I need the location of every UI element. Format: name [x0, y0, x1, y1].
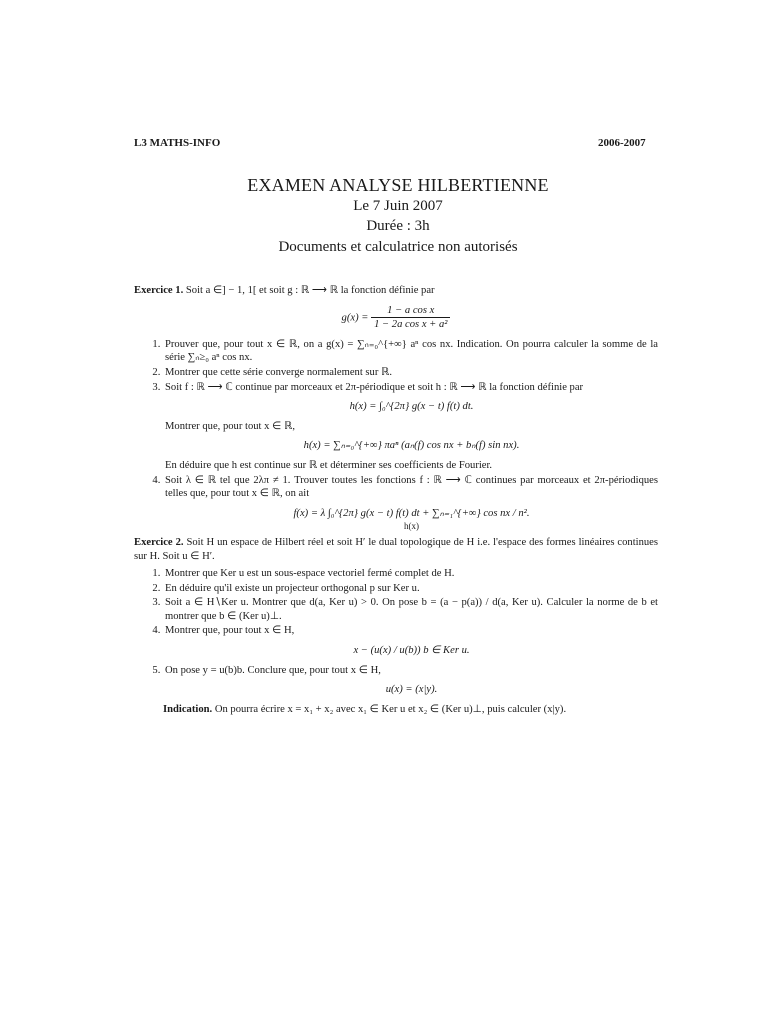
- exercise-1-intro: [134, 284, 658, 298]
- equation-g-lhs: g(x) =: [341, 312, 369, 324]
- equation-ker: x − (u(x) / u(b)) b ∈ Ker u.: [353, 645, 470, 657]
- exercise-2-question-1: 1. Montrer que Ker u est un sous-espace vectoriel fermé complet de H.: [163, 567, 658, 581]
- equation-g-denominator: 1 − 2a cos x + a²: [374, 319, 448, 331]
- exercise-1-heading: Exercice 1.: [134, 285, 184, 296]
- exercise-2-heading: Exercice 2.: [134, 536, 184, 548]
- exercise-1-show-text: Montrer que, pour tout x ∈ ℝ,: [165, 420, 296, 432]
- exam-rules: Documents et calculatrice non autorisés: [278, 239, 518, 255]
- equation-g: [134, 304, 658, 332]
- exam-duration: Durée : 3h: [366, 218, 430, 234]
- exam-content: [134, 284, 658, 716]
- equation-h-series: h(x) = ∑ₙ₌₀^{+∞} πaⁿ (aₙ(f) cos nx + bₙ(f) sin nx).: [303, 440, 520, 452]
- exercise-1-question-4-text: Soit λ ∈ ℝ tel que 2λπ ≠ 1. Trouver toutes les fonctions f : ℝ ⟶ ℂ continues par morceaux et 2π-périodiques telles que, pour tout x ∈ ℝ, on ait: [165, 474, 658, 500]
- exercise-1-question-1: 1. Prouver que, pour tout x ∈ ℝ, on a g(x) = ∑ₙ₌₀^{+∞} aⁿ cos nx. Indication. On pourra calculer la somme de la série ∑ₙ≥₀ aⁿ cos nx.: [163, 338, 658, 365]
- course-label: L3 MATHS-INFO: [134, 137, 221, 149]
- exercise-1-question-4: [163, 474, 658, 534]
- exercise-1-questions: [134, 338, 658, 534]
- exam-title: EXAMEN ANALYSE HILBERTIENNE: [247, 175, 549, 195]
- exercise-2-indication: [163, 703, 658, 717]
- exercise-2-question-4-text: Montrer que, pour tout x ∈ H,: [165, 625, 295, 637]
- exercise-2-intro-text: Soit H un espace de Hilbert réel et soit H′ le dual topologique de H i.e. l'espace des formes linéaires continues sur H. Soit u ∈ H′.: [134, 536, 658, 562]
- exercise-1-question-2: 2. Montrer que cette série converge normalement sur ℝ.: [163, 366, 658, 380]
- exam-date: Le 7 Juin 2007: [353, 198, 443, 214]
- handwritten-annotation: h(x): [404, 521, 419, 532]
- indication-text: On pourra écrire x = x₁ + x₂ avec x₁ ∈ Ker u et x₂ ∈ (Ker u)⊥, puis calculer (x|y).: [214, 703, 567, 715]
- exercise-2-question-3: 3. Soit a ∈ H∖Ker u. Montrer que d(a, Ker u) > 0. On pose b = (a − p(a)) / d(a, Ker u). Calculer la norme de b et montrer que b ∈ (Ker u)⊥.: [163, 596, 658, 623]
- exercise-1-deduce-text: En déduire que h est continue sur ℝ et déterminer ses coefficients de Fourier.: [165, 459, 493, 471]
- exercise-1-intro-text: Soit a ∈] − 1, 1[ et soit g : ℝ ⟶ ℝ la fonction définie par: [185, 285, 435, 296]
- equation-h: h(x) = ∫₀^{2π} g(x − t) f(t) dt.: [349, 401, 474, 413]
- title-block: [134, 174, 662, 258]
- exercise-1-question-3: [163, 381, 658, 473]
- indication-label: Indication.: [163, 703, 213, 715]
- exercise-2-questions: [134, 567, 658, 697]
- exercise-2-question-5: [163, 664, 658, 697]
- equation-g-numerator: 1 − a cos x: [371, 304, 450, 319]
- exercise-2-question-5-text: On pose y = u(b)b. Conclure que, pour tout x ∈ H,: [165, 664, 381, 676]
- exercise-2-question-4: [163, 624, 658, 657]
- exercise-2-intro: [134, 536, 658, 563]
- academic-year: 2006-2007: [598, 137, 646, 149]
- exercise-2-question-2: 2. En déduire qu'il existe un projecteur orthogonal p sur Ker u.: [163, 582, 658, 596]
- equation-g-fraction: [371, 304, 450, 332]
- exercise-1-question-3-text: Soit f : ℝ ⟶ ℂ continue par morceaux et 2π-périodique et soit h : ℝ ⟶ ℝ la fonction définie par: [165, 381, 584, 393]
- equation-u: u(x) = (x|y).: [385, 684, 438, 696]
- equation-f: f(x) = λ ∫₀^{2π} g(x − t) f(t) dt + ∑ₙ₌₁^{+∞} cos nx / n².: [293, 507, 530, 519]
